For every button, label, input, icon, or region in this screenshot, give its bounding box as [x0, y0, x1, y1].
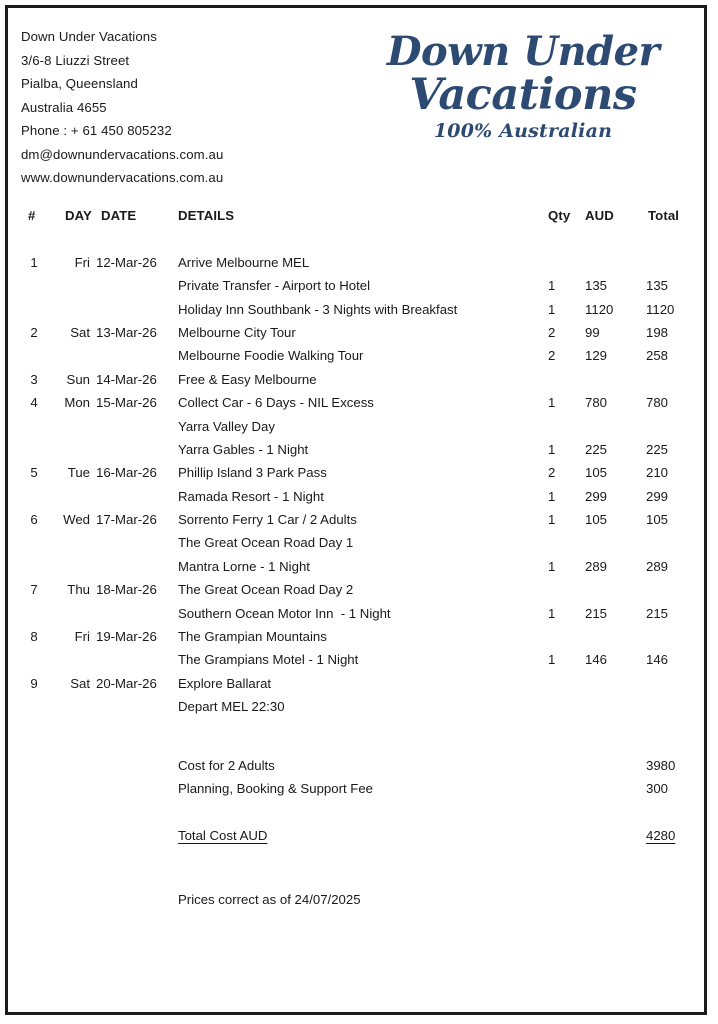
cell-details: Southern Ocean Motor Inn - 1 Night: [178, 605, 391, 621]
column-header-total: Total: [648, 208, 680, 223]
cell-details: Explore Ballarat: [178, 675, 272, 691]
table-row: [8, 251, 704, 274]
column-header-aud: AUD: [585, 208, 614, 223]
cell-aud: 299: [585, 488, 608, 504]
cell-number: 8: [30, 629, 38, 645]
company-logo: [360, 30, 686, 144]
cell-details: Depart MEL 22:30: [178, 699, 285, 715]
table-row: [8, 672, 704, 695]
company-country-postcode: Australia 4655: [21, 99, 107, 115]
cell-total: 105: [646, 512, 669, 528]
cell-aud: 105: [585, 512, 608, 528]
cell-details: Mantra Lorne - 1 Night: [178, 558, 310, 574]
cell-details: The Grampian Mountains: [178, 629, 327, 645]
table-body: [8, 251, 704, 719]
cell-total: 289: [646, 558, 669, 574]
table-row: [8, 461, 704, 484]
logo-line-1: Down Under: [386, 28, 660, 75]
table-row: [8, 625, 704, 648]
cell-details: Melbourne Foodie Walking Tour: [178, 348, 364, 364]
cell-date: 12-Mar-26: [96, 254, 157, 270]
cell-date: 13-Mar-26: [96, 324, 157, 340]
header-gap: [8, 227, 704, 250]
cell-qty: 1: [548, 395, 556, 411]
column-header-number: #: [28, 208, 36, 223]
cell-details: Yarra Gables - 1 Night: [178, 441, 309, 457]
table-row: [8, 298, 704, 321]
table-row: [8, 602, 704, 625]
company-email[interactable]: dm@downundervacations.com.au: [21, 146, 224, 162]
cell-day: Sat: [70, 675, 90, 691]
cell-aud: 1120: [585, 301, 614, 317]
cell-details: Sorrento Ferry 1 Car / 2 Adults: [178, 512, 357, 528]
cell-details: Arrive Melbourne MEL: [178, 254, 310, 270]
cell-qty: 1: [548, 512, 556, 528]
summary-gap-top-2: [8, 742, 704, 754]
cell-aud: 105: [585, 465, 608, 481]
table-row: [8, 344, 704, 367]
cell-number: 7: [30, 582, 38, 598]
cell-date: 20-Mar-26: [96, 675, 157, 691]
table-row: [8, 368, 704, 391]
cell-total: 299: [646, 488, 669, 504]
summary-row-fee: [8, 777, 704, 800]
table-row: [8, 485, 704, 508]
table-row: [8, 391, 704, 414]
cell-total: 210: [646, 465, 669, 481]
cell-details: Yarra Valley Day: [178, 418, 275, 434]
cell-number: 4: [30, 395, 38, 411]
document-page: [5, 5, 707, 1015]
company-website[interactable]: www.downundervacations.com.au: [21, 170, 224, 185]
cell-aud: 99: [585, 324, 600, 340]
table-row: [8, 531, 704, 554]
total-value: 4280: [646, 827, 676, 843]
cell-details: The Great Ocean Road Day 1: [178, 535, 354, 551]
cell-aud: 780: [585, 395, 608, 411]
company-name: Down Under Vacations: [21, 29, 157, 44]
cell-qty: 1: [548, 301, 556, 317]
table-row: [8, 695, 704, 718]
table-row: [8, 578, 704, 601]
company-phone: Phone : + 61 450 805232: [21, 123, 172, 138]
cell-qty: 1: [548, 558, 556, 574]
cell-date: 15-Mar-26: [96, 395, 157, 411]
cell-number: 1: [30, 254, 38, 270]
cell-details: Phillip Island 3 Park Pass: [178, 465, 327, 481]
cell-details: Holiday Inn Southbank - 3 Nights with Breakfast: [178, 301, 458, 317]
cell-total: 1120: [646, 301, 675, 317]
cell-date: 19-Mar-26: [96, 629, 157, 645]
cell-aud: 225: [585, 441, 608, 457]
logo-tagline: 100% Australian: [433, 120, 613, 142]
summary-row-total: [8, 824, 704, 847]
table-row: [8, 415, 704, 438]
table-row: [8, 438, 704, 461]
total-gap: [8, 800, 704, 823]
cell-aud: 289: [585, 558, 608, 574]
cell-number: 6: [30, 512, 38, 528]
company-address-block: [21, 25, 361, 190]
table-row: [8, 555, 704, 578]
cell-qty: 1: [548, 441, 556, 457]
cell-date: 18-Mar-26: [96, 582, 157, 598]
cell-total: 225: [646, 441, 669, 457]
table-row: [8, 274, 704, 297]
cell-qty: 2: [548, 348, 556, 364]
subtotal-label: Cost for 2 Adults: [178, 757, 275, 773]
cell-qty: 1: [548, 278, 556, 294]
cell-aud: 129: [585, 348, 608, 364]
table-row: [8, 508, 704, 531]
cell-details: Private Transfer - Airport to Hotel: [178, 278, 371, 294]
fee-value: 300: [646, 781, 669, 797]
cell-details: Free & Easy Melbourne: [178, 371, 317, 387]
cell-aud: 135: [585, 278, 608, 294]
cell-qty: 1: [548, 605, 556, 621]
cell-day: Mon: [64, 395, 90, 411]
cell-aud: 146: [585, 652, 608, 668]
cell-date: 17-Mar-26: [96, 512, 157, 528]
cell-details: Collect Car - 6 Days - NIL Excess: [178, 395, 374, 411]
cell-total: 215: [646, 605, 669, 621]
cell-total: 780: [646, 395, 669, 411]
company-suburb: Pialba, Queensland: [21, 76, 138, 91]
cell-total: 146: [646, 652, 669, 668]
table-header-row: [8, 204, 704, 227]
cell-date: 14-Mar-26: [96, 371, 157, 387]
company-street: 3/6-8 Liuzzi Street: [21, 52, 130, 68]
cell-number: 9: [30, 675, 38, 691]
itinerary-table: [8, 204, 704, 847]
column-header-qty: Qty: [548, 208, 571, 223]
cell-details: The Great Ocean Road Day 2: [178, 582, 354, 598]
total-label: Total Cost AUD: [178, 827, 268, 843]
summary-row-subtotal: [8, 754, 704, 777]
fee-label: Planning, Booking & Support Fee: [178, 781, 374, 797]
cell-details: The Grampians Motel - 1 Night: [178, 652, 359, 668]
cell-details: Ramada Resort - 1 Night: [178, 488, 324, 504]
cell-total: 258: [646, 348, 669, 364]
cell-day: Tue: [67, 465, 90, 481]
cell-details: Melbourne City Tour: [178, 324, 296, 340]
cell-day: Thu: [67, 582, 90, 598]
prices-correct-note: Prices correct as of 24/07/2025: [178, 892, 361, 907]
cell-total: 135: [646, 278, 669, 294]
cell-aud: 215: [585, 605, 608, 621]
table-row: [8, 321, 704, 344]
column-header-day: DAY: [65, 208, 92, 223]
cell-number: 5: [30, 465, 38, 481]
cell-number: 3: [30, 371, 38, 387]
cell-total: 198: [646, 324, 669, 340]
subtotal-value: 3980: [646, 757, 676, 773]
summary-gap-top: [8, 719, 704, 742]
table-row: [8, 648, 704, 671]
cell-day: Sun: [66, 371, 90, 387]
cell-day: Wed: [63, 512, 90, 528]
cell-qty: 1: [548, 652, 556, 668]
logo-line-2: Vacations: [409, 70, 637, 120]
cell-qty: 2: [548, 324, 556, 340]
cell-number: 2: [30, 324, 38, 340]
column-header-details: DETAILS: [178, 208, 235, 223]
cell-date: 16-Mar-26: [96, 465, 157, 481]
cell-qty: 2: [548, 465, 556, 481]
cell-day: Sat: [70, 324, 90, 340]
column-header-date: DATE: [101, 208, 137, 223]
cell-day: Fri: [74, 629, 90, 645]
cell-qty: 1: [548, 488, 556, 504]
cell-day: Fri: [74, 254, 90, 270]
